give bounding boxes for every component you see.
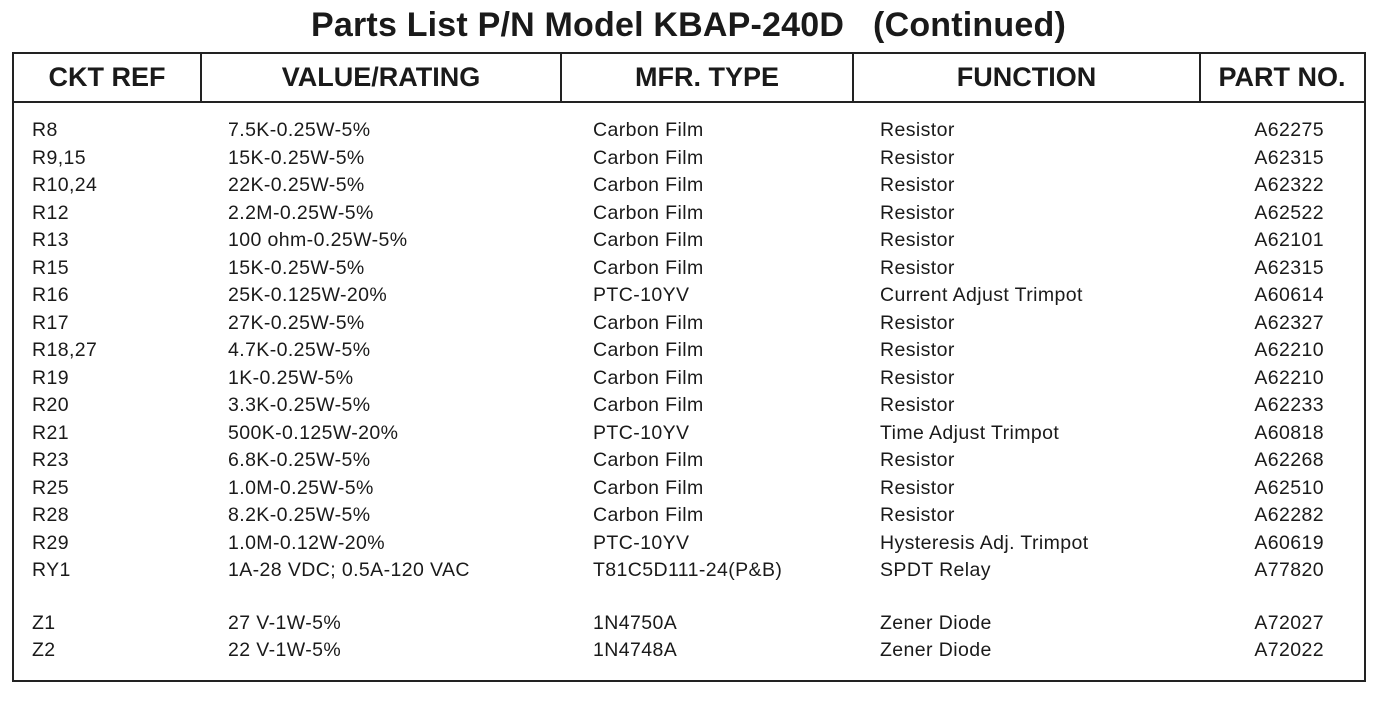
cell-function: Resistor [880,229,955,251]
cell-value-rating: 27 V-1W-5% [228,612,342,634]
table-row [14,609,1364,637]
header-part-no: PART NO. [1218,62,1346,92]
cell-function: Resistor [880,394,955,416]
cell-function: Resistor [880,119,955,141]
cell-part-no: A62322 [1254,174,1324,196]
cell-value-rating: 6.8K-0.25W-5% [228,449,371,471]
cell-value-rating: 22 V-1W-5% [228,639,342,661]
cell-function: Resistor [880,201,955,224]
cell-function: Resistor [880,174,955,196]
cell-ckt-ref: R18,27 [32,339,98,361]
cell-value-rating: 500K-0.125W-20% [228,421,399,444]
cell-function: Hysteresis Adj. Trimpot [880,531,1089,554]
cell-part-no: A62510 [1254,476,1324,499]
table-row [14,391,1364,419]
cell-value-rating: 7.5K-0.25W-5% [228,119,371,141]
cell-ckt-ref: R21 [32,421,69,444]
header-value-rating: VALUE/RATING [281,62,481,92]
cell-ckt-ref: R9,15 [32,146,87,169]
cell-value-rating: 1A-28 VDC; 0.5A-120 VAC [228,559,470,581]
cell-mfr-type: Carbon Film [593,449,704,471]
cell-mfr-type: PTC-10YV [593,531,690,554]
cell-ckt-ref: Z2 [32,639,56,661]
cell-function: Zener Diode [880,612,992,634]
cell-ckt-ref: Z1 [32,612,56,634]
cell-mfr-type: Carbon Film [593,339,704,361]
cell-value-rating: 15K-0.25W-5% [228,256,365,279]
cell-value-rating: 27K-0.25W-5% [228,311,365,334]
cell-part-no: A62268 [1254,449,1324,471]
table-row [14,501,1364,529]
table-row [14,309,1364,337]
cell-mfr-type: Carbon Film [593,394,704,416]
cell-function: Time Adjust Trimpot [880,421,1060,444]
cell-mfr-type: Carbon Film [593,366,704,389]
cell-function: Current Adjust Trimpot [880,284,1083,306]
cell-mfr-type: PTC-10YV [593,421,690,444]
cell-part-no: A62522 [1254,201,1324,224]
cell-mfr-type: 1N4750A [593,612,678,634]
table-row [14,144,1364,172]
cell-part-no: A60818 [1254,421,1324,444]
cell-part-no: A62315 [1254,256,1324,279]
cell-part-no: A62282 [1254,504,1324,526]
cell-function: Resistor [880,449,955,471]
cell-part-no: A62210 [1254,339,1324,361]
page-title: Parts List P/N Model KBAP-240D (Continued) [311,6,1066,44]
table-row [14,529,1364,557]
cell-mfr-type: Carbon Film [593,504,704,526]
table-row [14,636,1364,664]
cell-function: Resistor [880,146,955,169]
header-function: FUNCTION [956,62,1097,92]
cell-ckt-ref: R23 [32,449,69,471]
table-row [14,446,1364,474]
cell-mfr-type: Carbon Film [593,256,704,279]
cell-ckt-ref: R8 [32,119,58,141]
cell-value-rating: 3.3K-0.25W-5% [228,394,371,416]
cell-ckt-ref: R12 [32,201,69,224]
cell-value-rating: 2.2M-0.25W-5% [228,201,374,224]
table-row [14,336,1364,364]
cell-value-rating: 100 ohm-0.25W-5% [228,229,408,251]
cell-part-no: A62275 [1254,119,1324,141]
cell-ckt-ref: R17 [32,311,69,334]
cell-mfr-type: Carbon Film [593,476,704,499]
cell-ckt-ref: R10,24 [32,174,98,196]
cell-function: Resistor [880,476,955,499]
cell-value-rating: 1.0M-0.25W-5% [228,476,374,499]
table-row [14,474,1364,502]
table-row [14,419,1364,447]
table-header [14,54,1364,103]
table-row [14,116,1364,144]
table-row [14,226,1364,254]
table-row [14,199,1364,227]
cell-part-no: A62233 [1254,394,1324,416]
table-row [14,171,1364,199]
cell-part-no: A72027 [1254,612,1324,634]
cell-function: Resistor [880,366,955,389]
table-row [14,254,1364,282]
cell-ckt-ref: R25 [32,476,69,499]
header-mfr-type: MFR. TYPE [634,62,779,92]
cell-value-rating: 22K-0.25W-5% [228,174,365,196]
cell-function: Resistor [880,339,955,361]
cell-ckt-ref: RY1 [32,559,71,581]
cell-value-rating: 1.0M-0.12W-20% [228,531,385,554]
table-row [14,556,1364,584]
cell-mfr-type: Carbon Film [593,311,704,334]
cell-mfr-type: T81C5D111-24(P&B) [593,559,783,581]
table-row [14,364,1364,392]
cell-part-no: A62210 [1254,366,1324,389]
cell-mfr-type: Carbon Film [593,146,704,169]
cell-mfr-type: Carbon Film [593,119,704,141]
cell-ckt-ref: R28 [32,504,69,526]
table-row [14,281,1364,309]
cell-mfr-type: Carbon Film [593,201,704,224]
cell-part-no: A77820 [1254,559,1324,581]
cell-mfr-type: Carbon Film [593,229,704,251]
cell-ckt-ref: R19 [32,366,69,389]
cell-ckt-ref: R15 [32,256,69,279]
cell-ckt-ref: R20 [32,394,69,416]
cell-part-no: A62327 [1254,311,1324,334]
cell-part-no: A62315 [1254,146,1324,169]
cell-value-rating: 25K-0.125W-20% [228,284,388,306]
cell-ckt-ref: R16 [32,284,69,306]
cell-part-no: A60619 [1254,531,1324,554]
cell-mfr-type: Carbon Film [593,174,704,196]
cell-mfr-type: PTC-10YV [593,284,690,306]
cell-part-no: A72022 [1254,639,1324,661]
cell-ckt-ref: R13 [32,229,69,251]
cell-ckt-ref: R29 [32,531,69,554]
cell-value-rating: 15K-0.25W-5% [228,146,365,169]
cell-value-rating: 8.2K-0.25W-5% [228,504,371,526]
cell-part-no: A60614 [1254,284,1324,306]
cell-function: Zener Diode [880,639,992,661]
cell-mfr-type: 1N4748A [593,639,678,661]
cell-function: Resistor [880,504,955,526]
cell-function: SPDT Relay [880,559,991,581]
cell-part-no: A62101 [1254,229,1324,251]
cell-function: Resistor [880,256,955,279]
cell-value-rating: 4.7K-0.25W-5% [228,339,371,361]
header-ckt-ref: CKT REF [48,62,166,92]
cell-function: Resistor [880,311,955,334]
parts-table [12,52,1366,682]
cell-value-rating: 1K-0.25W-5% [228,366,354,389]
